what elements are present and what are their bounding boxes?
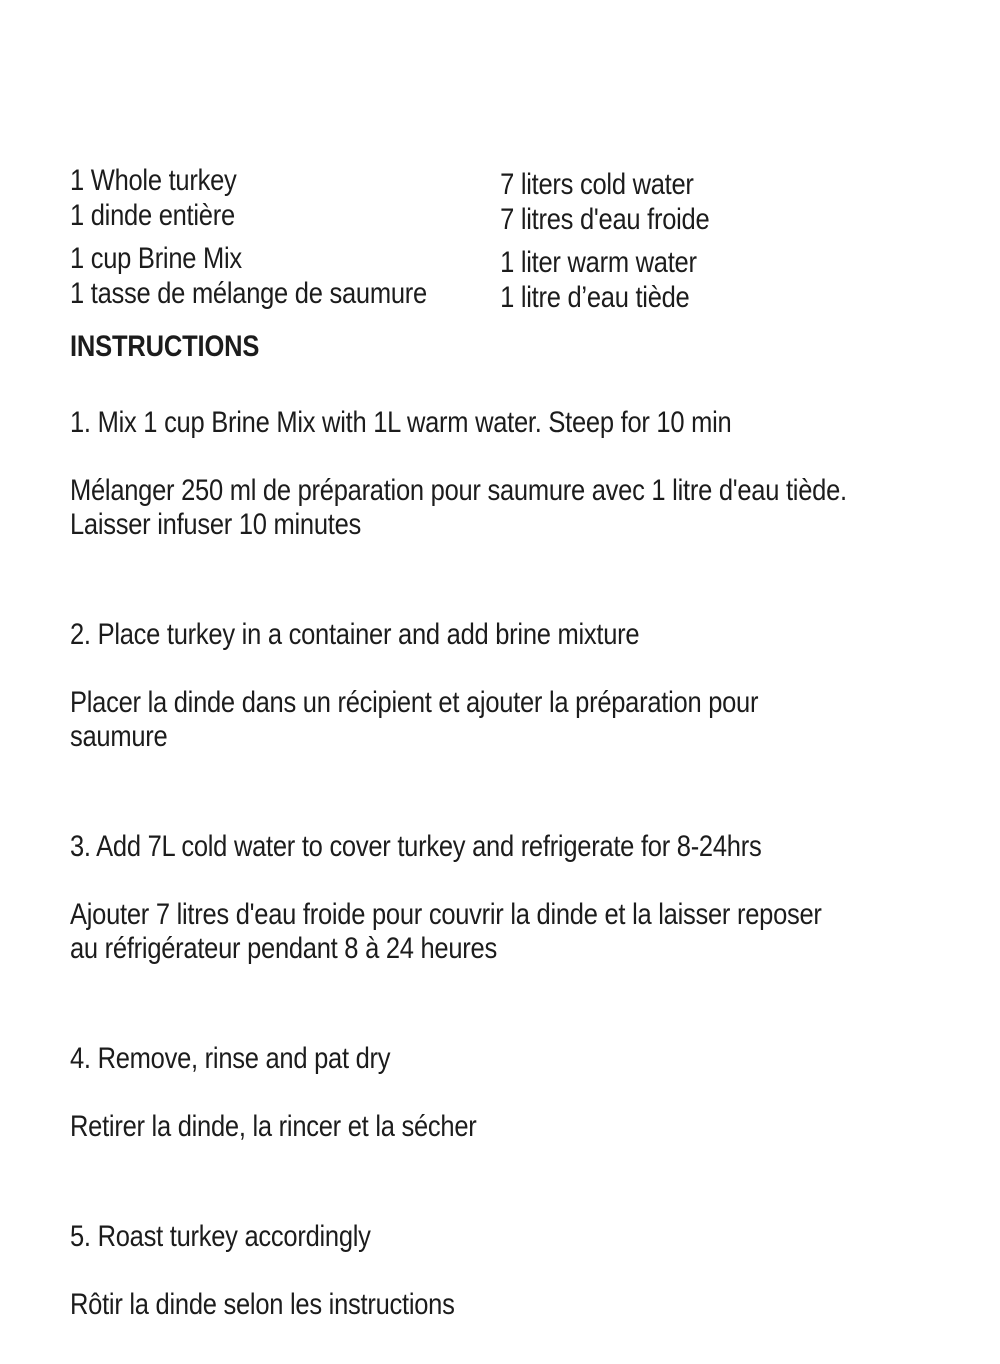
step-line-en: 1. Mix 1 cup Brine Mix with 1L warm water. Steep for 10 min [70, 406, 732, 439]
instruction-step-5 [70, 1186, 930, 1356]
label-content [70, 163, 930, 1364]
ingredient-line-en: 1 cup Brine Mix [70, 242, 242, 275]
instructions-steps [70, 372, 930, 1356]
instructions-heading: INSTRUCTIONS [70, 330, 260, 363]
ingredient-brine-mix [70, 241, 500, 311]
ingredients-list [70, 163, 930, 315]
instruction-step-2 [70, 584, 930, 788]
step-line-fr: Rôtir la dinde selon les instructions [70, 1288, 455, 1321]
ingredient-line-fr: 1 tasse de mélange de saumure [70, 277, 427, 310]
instruction-step-1 [70, 372, 930, 576]
step-line-en: 3. Add 7L cold water to cover turkey and refrigerate for 8-24hrs [70, 830, 762, 863]
ingredient-line-fr: 7 litres d'eau froide [500, 203, 710, 236]
ingredients-column-right [500, 163, 930, 315]
ingredient-line-en: 1 liter warm water [500, 246, 697, 279]
ingredient-line-en: 1 Whole turkey [70, 164, 237, 197]
step-line-fr: Placer la dinde dans un récipient et ajouter la préparation pour saumure [70, 686, 759, 753]
ingredients-column-left [70, 163, 500, 315]
ingredient-whole-turkey [70, 163, 500, 233]
ingredient-warm-water [500, 245, 930, 315]
ingredient-line-fr: 1 litre d’eau tiède [500, 281, 690, 314]
instruction-step-4 [70, 1008, 930, 1178]
step-line-fr: Retirer la dinde, la rincer et la sécher [70, 1110, 477, 1143]
instruction-step-3 [70, 796, 930, 1000]
ingredient-cold-water [500, 167, 930, 237]
step-line-fr: Mélanger 250 ml de préparation pour saumure avec 1 litre d'eau tiède. Laisser infuser 10 minutes [70, 474, 847, 541]
step-line-en: 5. Roast turkey accordingly [70, 1220, 371, 1253]
step-line-en: 2. Place turkey in a container and add brine mixture [70, 618, 640, 651]
step-line-en: 4. Remove, rinse and pat dry [70, 1042, 391, 1075]
ingredient-line-fr: 1 dinde entière [70, 199, 235, 232]
step-line-fr: Ajouter 7 litres d'eau froide pour couvrir la dinde et la laisser reposer au réfrigérateur pendant 8 à 24 heures [70, 898, 822, 965]
ingredient-line-en: 7 liters cold water [500, 168, 694, 201]
